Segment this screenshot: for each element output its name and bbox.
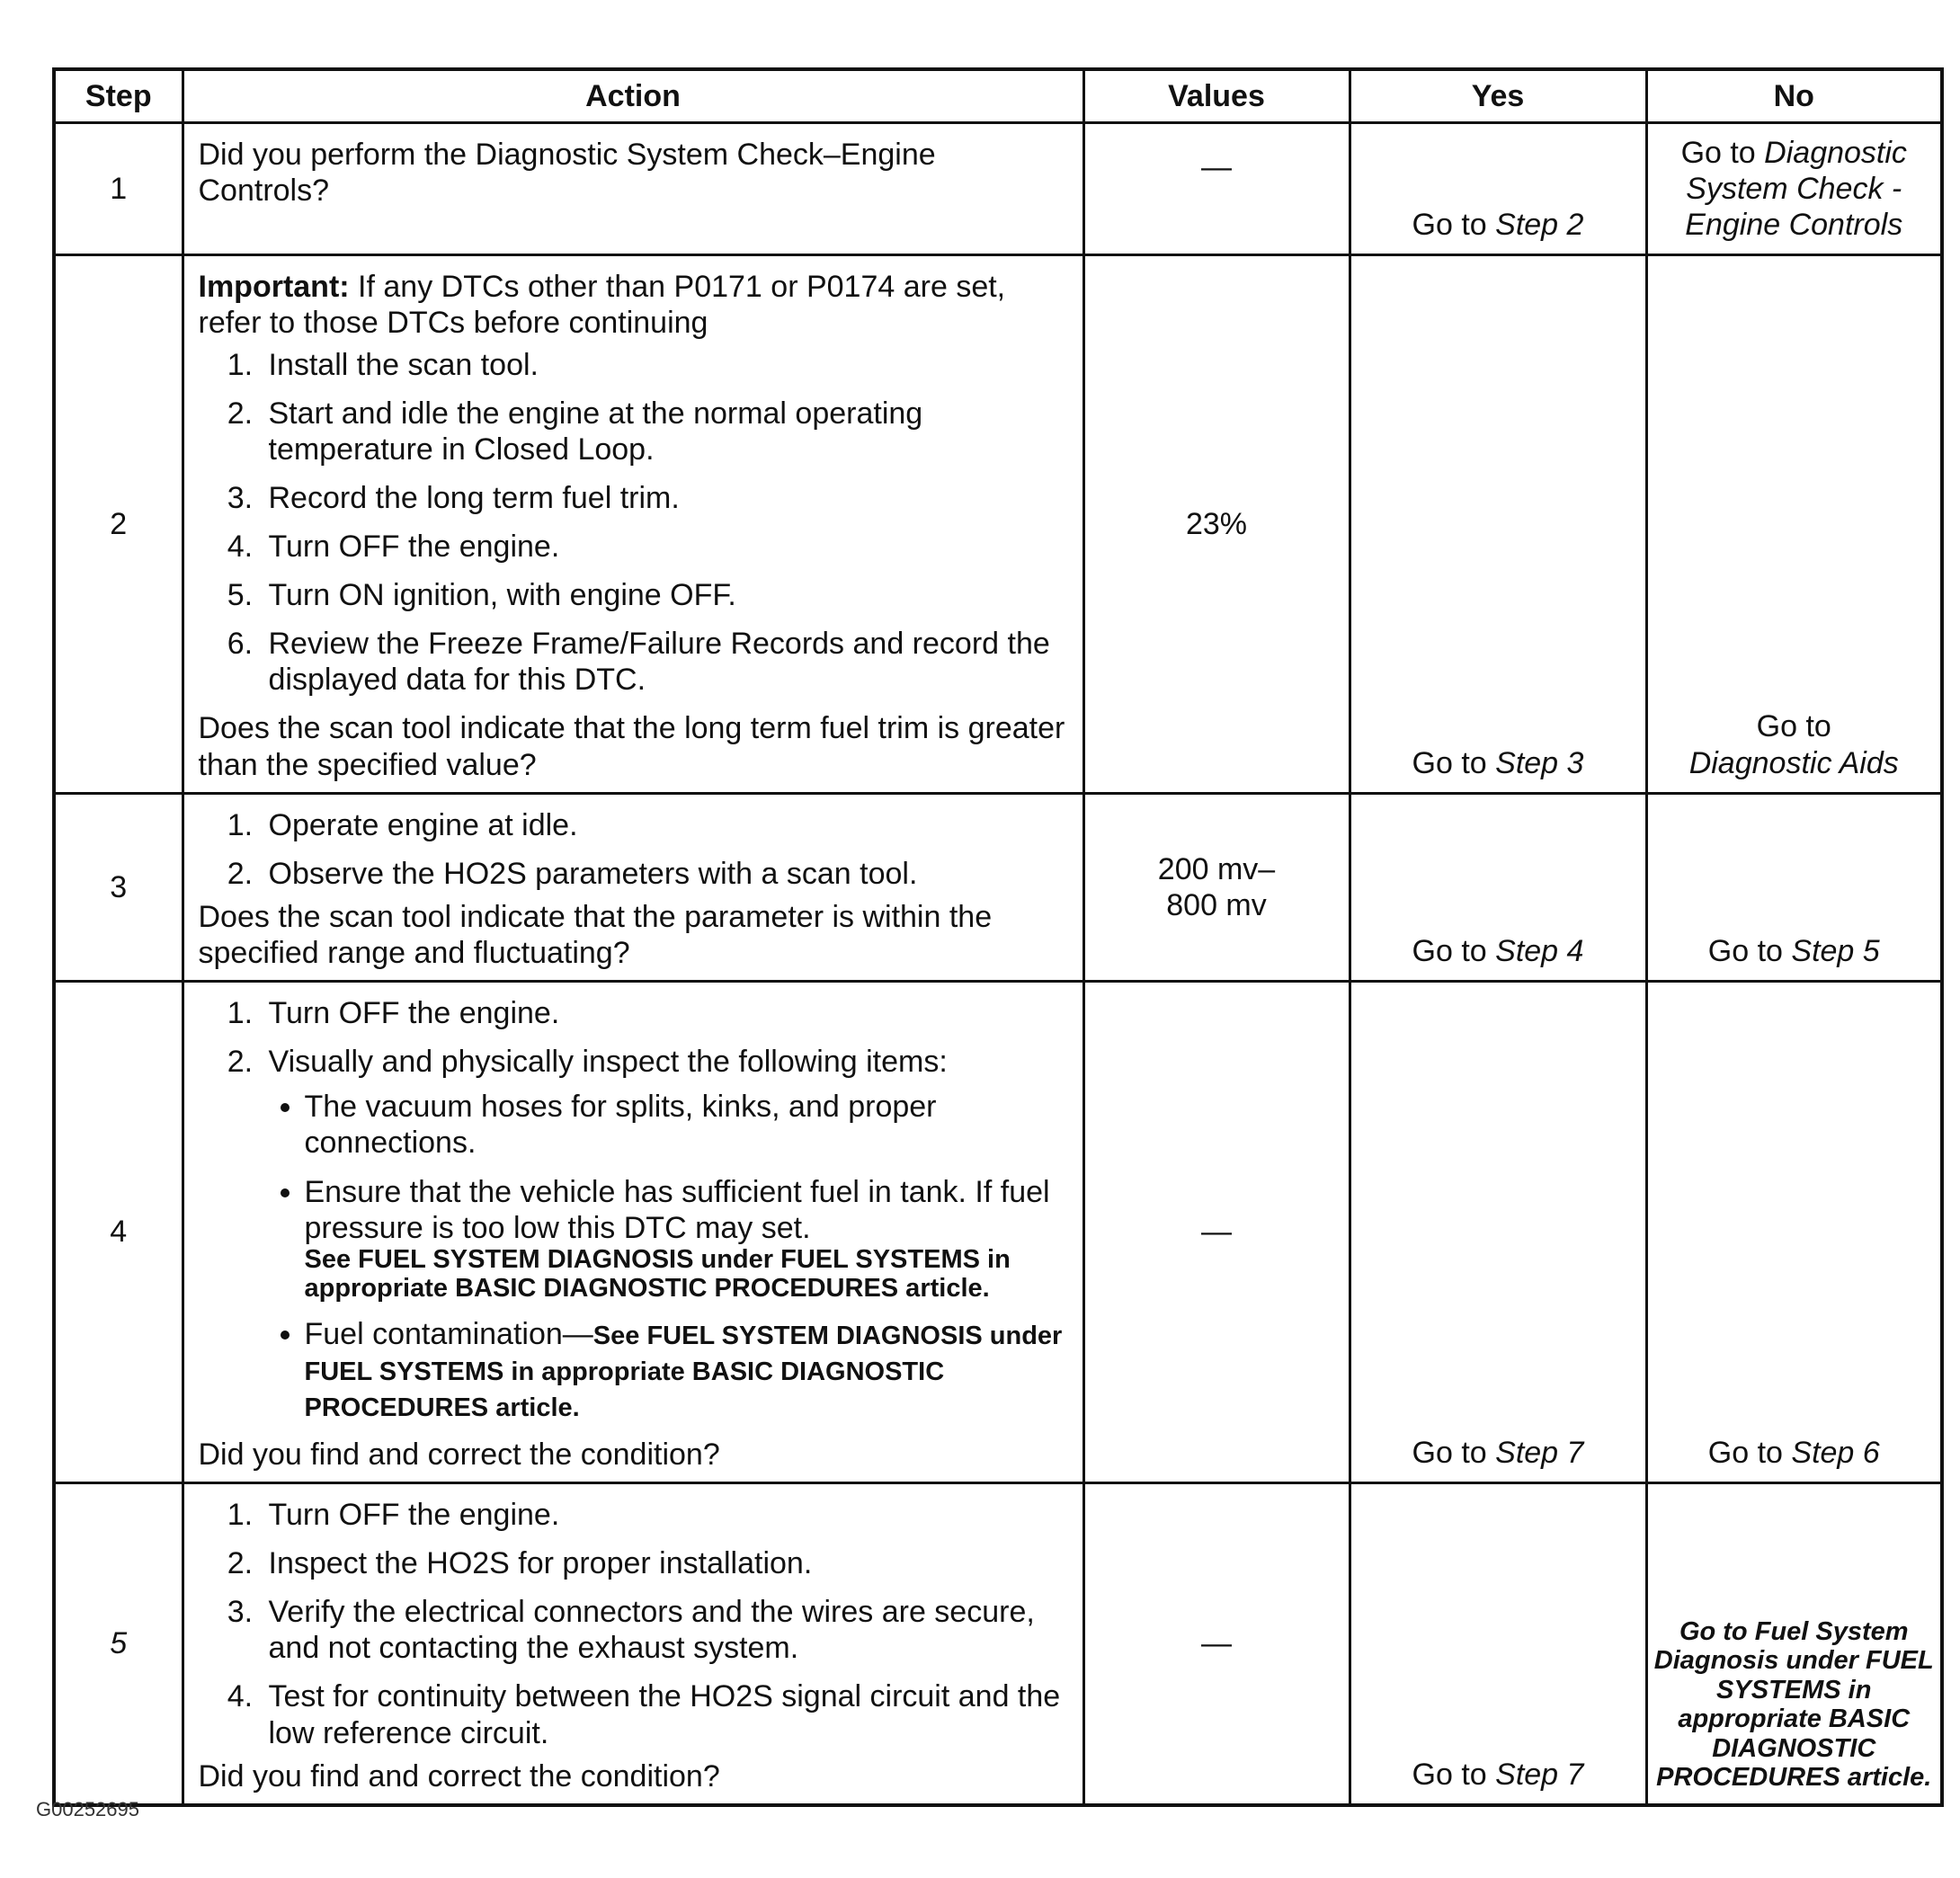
list-item: 2. Inspect the HO2S for proper installation. [262, 1545, 1066, 1581]
list-item [262, 1044, 1066, 1424]
action-steps-list [199, 995, 1066, 1424]
action-cell [183, 255, 1083, 793]
action-question: Did you find and correct the condition? [198, 1758, 720, 1793]
value-cell: — [1083, 123, 1350, 255]
value-cell: — [1083, 982, 1350, 1483]
no-step-link[interactable]: Step 5 [1791, 933, 1880, 968]
value-cell: — [1083, 1482, 1350, 1804]
list-item: 4. Test for continuity between the HO2S signal circuit and the low reference circuit. [262, 1678, 1066, 1750]
action-text: Did you perform the Diagnostic System Check–Engine Controls? [198, 138, 936, 209]
yes-prefix: Go to [1412, 933, 1496, 968]
no-cell [1646, 255, 1942, 793]
figure-id: G00252695 [36, 1798, 139, 1820]
action-cell [183, 793, 1083, 981]
no-cell [1646, 123, 1942, 255]
table-header-row [54, 69, 1942, 123]
step-number: 2 [54, 255, 183, 793]
table-row [54, 982, 1942, 1483]
yes-cell [1350, 1482, 1646, 1804]
inspection-bullets [269, 1089, 1066, 1424]
action-question: Does the scan tool indicate that the parameter is within the specified range and fluctuating? [198, 899, 993, 970]
action-cell [183, 123, 1083, 255]
bullet-item: • The vacuum hoses for splits, kinks, and proper connections. [305, 1089, 1066, 1161]
yes-prefix: Go to [1412, 208, 1496, 243]
no-step-link[interactable]: Diagnostic Aids [1688, 745, 1899, 780]
yes-prefix: Go to [1412, 1435, 1496, 1470]
list-item: 1. Turn OFF the engine. [262, 995, 1066, 1031]
no-step-link[interactable]: Diagnostic System Check - Engine Controls [1685, 136, 1907, 243]
no-prefix: Go to [1756, 709, 1831, 744]
step-number: 5 [54, 1482, 183, 1804]
yes-step-link[interactable]: Step 4 [1495, 933, 1584, 968]
yes-cell [1350, 982, 1646, 1483]
value-cell [1083, 793, 1350, 981]
action-steps-list [199, 347, 1066, 699]
table-row [54, 1482, 1942, 1804]
list-item-text: Visually and physically inspect the following items: [268, 1045, 948, 1080]
important-text: If any DTCs other than P0171 or P0174 are set, refer to those DTCs before continuing [198, 270, 1006, 341]
table-row [54, 793, 1942, 981]
important-label: Important: [198, 270, 350, 305]
list-item: 1. Turn OFF the engine. [262, 1497, 1066, 1533]
important-note [199, 269, 1066, 341]
header-step: Step [54, 69, 183, 123]
list-item: 5. Turn ON ignition, with engine OFF. [262, 577, 1066, 613]
header-no: No [1646, 69, 1942, 123]
header-yes: Yes [1350, 69, 1646, 123]
yes-step-link[interactable]: Step 7 [1495, 1757, 1584, 1792]
yes-prefix: Go to [1412, 1757, 1496, 1792]
header-values: Values [1083, 69, 1350, 123]
action-question: Does the scan tool indicate that the long term fuel trim is greater than the specified value? [198, 711, 1065, 782]
list-item: 4. Turn OFF the engine. [262, 529, 1066, 565]
no-cell [1646, 1482, 1942, 1804]
bullet-text: Ensure that the vehicle has sufficient fuel in tank. If fuel pressure is too low this DTC may set. [304, 1174, 1050, 1245]
diagnostic-table [52, 67, 1944, 1807]
step-number: 1 [54, 123, 183, 255]
yes-cell [1350, 793, 1646, 981]
fuel-system-reference: See FUEL SYSTEM DIAGNOSIS under FUEL SYSTEMS in appropriate BASIC DIAGNOSTIC PROCEDURES article. [304, 1244, 1011, 1303]
table-row [54, 255, 1942, 793]
list-item: 2. Start and idle the engine at the normal operating temperature in Closed Loop. [262, 396, 1066, 467]
action-question: Did you find and correct the condition? [198, 1437, 720, 1472]
step-number: 4 [54, 982, 183, 1483]
action-steps-list [199, 1497, 1066, 1751]
yes-step-link[interactable]: Step 2 [1495, 208, 1584, 243]
action-cell [183, 982, 1083, 1483]
list-item: 1. Operate engine at idle. [262, 807, 1066, 843]
no-cell [1646, 982, 1942, 1483]
list-item: 1. Install the scan tool. [262, 347, 1066, 383]
yes-cell [1350, 255, 1646, 793]
value-cell: 23% [1083, 255, 1350, 793]
table-row [54, 123, 1942, 255]
yes-step-link[interactable]: Step 7 [1495, 1435, 1584, 1470]
bullet-item [305, 1174, 1066, 1304]
value-range-min: 200 mv– [1157, 851, 1276, 886]
action-cell [183, 1482, 1083, 1804]
header-action: Action [183, 69, 1083, 123]
value-range-max: 800 mv [1166, 887, 1267, 922]
yes-prefix: Go to [1412, 745, 1496, 780]
yes-step-link[interactable]: Step 3 [1495, 745, 1584, 780]
list-item: 3. Verify the electrical connectors and the wires are secure, and not contacting the exhaust system. [262, 1594, 1066, 1666]
list-item: 6. Review the Freeze Frame/Failure Records and record the displayed data for this DTC. [262, 626, 1066, 698]
action-steps-list [199, 807, 1066, 892]
no-step-link[interactable]: Go to Fuel System Diagnosis under FUEL SYSTEMS in appropriate BASIC DIAGNOSTIC PROCEDURES article. [1653, 1616, 1934, 1793]
no-prefix: Go to [1707, 933, 1792, 968]
step-number: 3 [54, 793, 183, 981]
no-step-link[interactable]: Step 6 [1791, 1435, 1880, 1470]
fuel-system-reference: See FUEL SYSTEM DIAGNOSIS under FUEL SYSTEMS in appropriate BASIC DIAGNOSTIC PROCEDURES article. [304, 1321, 1063, 1422]
no-prefix: Go to [1707, 1435, 1792, 1470]
bullet-text: Fuel contamination— [304, 1316, 593, 1351]
list-item: 3. Record the long term fuel trim. [262, 480, 1066, 516]
no-cell [1646, 793, 1942, 981]
no-prefix: Go to [1680, 136, 1765, 170]
yes-cell [1350, 123, 1646, 255]
bullet-item [305, 1316, 1066, 1424]
list-item: 2. Observe the HO2S parameters with a scan tool. [262, 856, 1066, 892]
